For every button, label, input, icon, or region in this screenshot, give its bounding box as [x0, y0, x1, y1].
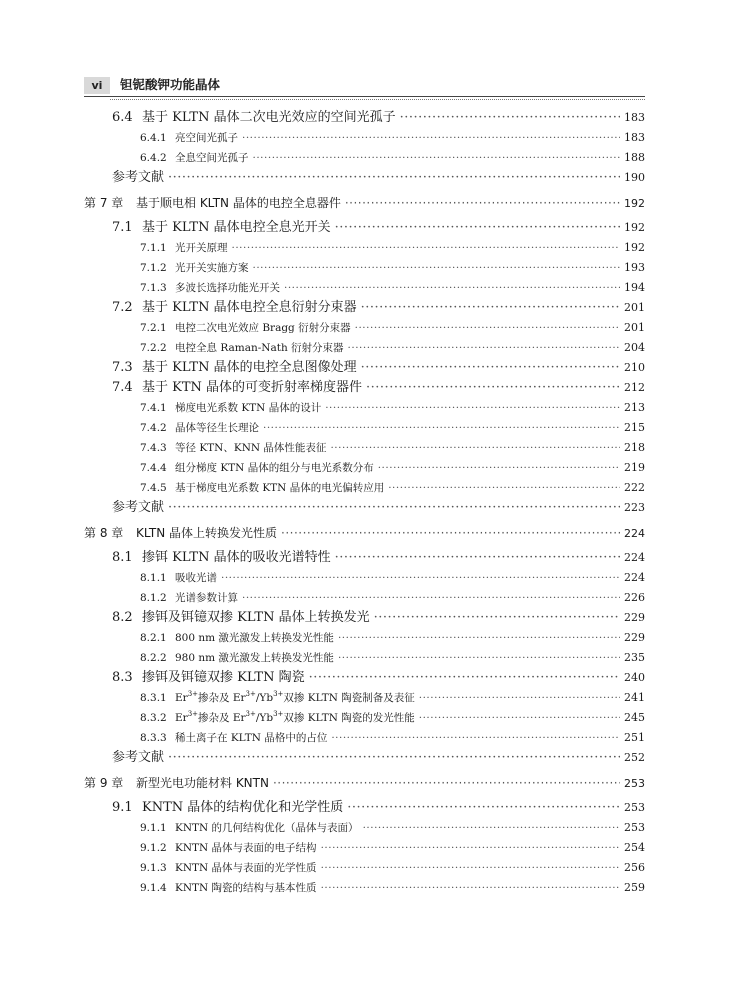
section-title: KNTN 晶体的结构优化和光学性质: [142, 800, 344, 815]
subsection-title: 梯度电光系数 KTN 晶体的设计: [175, 402, 322, 414]
chapter-number: 第 8 章: [84, 526, 124, 540]
subsection-number: 9.1.2: [140, 842, 167, 854]
references-title: 参考文献: [112, 750, 165, 765]
subsection-number: 8.3.1: [140, 692, 167, 704]
dot-leader: [355, 318, 620, 338]
superscript: 3+: [187, 690, 199, 698]
dot-leader: [419, 688, 620, 708]
toc-section-8-1[interactable]: [84, 548, 645, 568]
page-number: 254: [624, 841, 645, 854]
title-tail: 双掺 KLTN 陶瓷制备及表征: [283, 692, 415, 704]
page-number: 210: [624, 361, 645, 374]
page-number: 224: [624, 527, 645, 540]
page-number: 253: [624, 801, 645, 814]
page-number: 190: [624, 171, 645, 184]
chapter-number: 第 7 章: [84, 196, 124, 210]
page-number: 215: [624, 421, 645, 434]
dot-leader: [242, 588, 620, 608]
subsection-title: KNTN 陶瓷的结构与基本性质: [175, 882, 317, 894]
dot-leader: [253, 258, 621, 278]
subsection-number: 9.1.3: [140, 862, 167, 874]
subsection-number: 7.2.1: [140, 322, 167, 334]
subsection-number: 8.3.3: [140, 732, 167, 744]
toc-subsection-9-1-2[interactable]: [84, 838, 645, 858]
section-number: 7.4: [112, 380, 133, 395]
section-number: 8.2: [112, 610, 133, 625]
subsection-number: 9.1.4: [140, 882, 167, 894]
table-of-contents: [84, 108, 645, 898]
page-number: 253: [624, 777, 645, 790]
page-number: 192: [624, 197, 645, 210]
dot-leader: [168, 748, 620, 768]
section-number: 8.3: [112, 670, 133, 685]
toc-subsection-6-4-1[interactable]: [84, 128, 645, 148]
toc-subsection-8-3-3[interactable]: [84, 728, 645, 748]
subsection-title: KNTN 晶体与表面的光学性质: [175, 862, 317, 874]
toc-subsection-7-4-2[interactable]: [84, 418, 645, 438]
subsection-number: 7.4.3: [140, 442, 167, 454]
toc-subsection-8-3-2[interactable]: [84, 708, 645, 728]
title-tail: 双掺 KLTN 陶瓷的发光性能: [283, 712, 415, 724]
subsection-number: 7.4.5: [140, 482, 167, 494]
section-title: 基于 KLTN 晶体二次电光效应的空间光孤子: [142, 110, 396, 125]
subsection-number: 6.4.1: [140, 132, 167, 144]
toc-chapter-7[interactable]: [84, 188, 645, 218]
toc-section-7-1[interactable]: [84, 218, 645, 238]
dot-leader: [168, 498, 620, 518]
toc-section-7-3[interactable]: [84, 358, 645, 378]
toc-subsection-8-1-1[interactable]: [84, 568, 645, 588]
section-title: 掺铒 KLTN 晶体的吸收光谱特性: [142, 550, 331, 565]
dot-leader: [325, 398, 620, 418]
toc-section-8-2[interactable]: [84, 608, 645, 628]
dot-leader: [168, 168, 620, 188]
subsection-number: 6.4.2: [140, 152, 167, 164]
section-title: 基于 KLTN 晶体电控全息光开关: [142, 220, 331, 235]
page-number: 229: [624, 611, 645, 624]
references-title: 参考文献: [112, 500, 165, 515]
dot-leader: [378, 458, 620, 478]
subsection-number: 7.4.1: [140, 402, 167, 414]
subsection-title: 稀土离子在 KLTN 晶格中的占位: [175, 732, 328, 744]
section-number: 8.1: [112, 550, 133, 565]
page-number: 204: [624, 341, 645, 354]
running-header: [84, 76, 645, 96]
dot-leader: [366, 378, 620, 398]
section-number: 6.4: [112, 110, 133, 125]
subsection-title: KNTN 晶体与表面的电子结构: [175, 842, 317, 854]
dot-leader: [242, 128, 620, 148]
toc-subsection-8-1-2[interactable]: [84, 588, 645, 608]
dot-leader: [273, 768, 620, 798]
toc-subsection-9-1-3[interactable]: [84, 858, 645, 878]
page-number: 253: [624, 821, 645, 834]
toc-subsection-7-1-3[interactable]: [84, 278, 645, 298]
subsection-title: KNTN 的几何结构优化（晶体与表面）: [175, 822, 359, 834]
toc-chapter-8[interactable]: [84, 518, 645, 548]
page-number: 218: [624, 441, 645, 454]
subsection-title: [175, 688, 415, 708]
page-number: 213: [624, 401, 645, 414]
section-title: 基于 KTN 晶体的可变折射率梯度器件: [142, 380, 363, 395]
toc-section-7-2[interactable]: [84, 298, 645, 318]
dot-leader: [419, 708, 620, 728]
title-er: Er: [175, 692, 188, 704]
dot-leader: [348, 338, 620, 358]
toc-subsection-8-3-1[interactable]: [84, 688, 645, 708]
title-mid: 掺杂及 Er: [198, 692, 246, 704]
dot-leader: [321, 858, 620, 878]
page-number: 229: [624, 631, 645, 644]
subsection-number: 7.4.2: [140, 422, 167, 434]
subsection-title: 组分梯度 KTN 晶体的组分与电光系数分布: [175, 462, 374, 474]
dot-leader: [330, 438, 620, 458]
dot-leader: [400, 108, 620, 128]
subsection-title: [175, 708, 415, 728]
page-number: 223: [624, 501, 645, 514]
page-number: 192: [624, 241, 645, 254]
header-rule: [84, 96, 645, 97]
page-number: 188: [624, 151, 645, 164]
dot-leader: [347, 798, 620, 818]
toc-subsection-9-1-4[interactable]: [84, 878, 645, 898]
dot-leader: [363, 818, 620, 838]
toc-subsection-6-4-2[interactable]: [84, 148, 645, 168]
section-title: 掺铒及铒镱双掺 KLTN 陶瓷: [142, 670, 305, 685]
subsection-number: 8.2.1: [140, 632, 167, 644]
subsection-number: 8.1.1: [140, 572, 167, 584]
dot-leader: [388, 478, 620, 498]
dot-leader: [263, 418, 620, 438]
toc-section-8-3[interactable]: [84, 668, 645, 688]
page-number: 252: [624, 751, 645, 764]
chapter-number: 第 9 章: [84, 776, 124, 790]
subsection-title: 多波长选择功能光开关: [175, 282, 280, 294]
dot-leader: [361, 358, 620, 378]
section-number: 9.1: [112, 800, 133, 815]
dot-leader: [335, 548, 620, 568]
title-slash: /Yb: [255, 712, 274, 724]
page-number: 241: [624, 691, 645, 704]
chapter-title: 新型光电功能材料 KNTN: [136, 776, 269, 790]
header-dotted-rule: [110, 99, 645, 100]
section-number: 7.3: [112, 360, 133, 375]
page-number: 201: [624, 301, 645, 314]
toc-chapter-9[interactable]: [84, 768, 645, 798]
subsection-title: 基于梯度电光系数 KTN 晶体的电光偏转应用: [175, 482, 385, 494]
subsection-number: 7.1.2: [140, 262, 167, 274]
toc-references-ch7[interactable]: [84, 498, 645, 518]
superscript: 3+: [273, 710, 284, 718]
subsection-title: 光谱参数计算: [175, 592, 238, 604]
chapter-title: KLTN 晶体上转换发光性质: [136, 526, 278, 540]
subsection-number: 7.2.2: [140, 342, 167, 354]
dot-leader: [321, 878, 620, 898]
section-title: 掺铒及铒镱双掺 KLTN 晶体上转换发光: [142, 610, 370, 625]
page-number: 256: [624, 861, 645, 874]
subsection-title: 吸收光谱: [175, 572, 217, 584]
dot-leader: [338, 628, 620, 648]
page-number: 194: [624, 281, 645, 294]
page-number: 201: [624, 321, 645, 334]
dot-leader: [221, 568, 620, 588]
dot-leader: [335, 218, 620, 238]
toc-subsection-8-2-2[interactable]: [84, 648, 645, 668]
page-number: 224: [624, 571, 645, 584]
dot-leader: [284, 278, 620, 298]
page-number: 245: [624, 711, 645, 724]
toc-section-6-4[interactable]: [84, 108, 645, 128]
toc-subsection-7-1-2[interactable]: [84, 258, 645, 278]
toc-subsection-7-4-3[interactable]: [84, 438, 645, 458]
dot-leader: [232, 238, 621, 258]
page-number: 219: [624, 461, 645, 474]
subsection-title: 光开关原理: [175, 242, 228, 254]
page-number: 224: [624, 551, 645, 564]
dot-leader: [374, 608, 620, 628]
title-slash: /Yb: [255, 692, 274, 704]
subsection-number: 8.1.2: [140, 592, 167, 604]
subsection-title: 晶体等径生长理论: [175, 422, 259, 434]
toc-subsection-7-2-2[interactable]: [84, 338, 645, 358]
book-title: 钽铌酸钾功能晶体: [120, 77, 221, 92]
toc-subsection-7-1-1[interactable]: [84, 238, 645, 258]
subsection-title: 800 nm 激光激发上转换发光性能: [175, 632, 334, 644]
page-number: 222: [624, 481, 645, 494]
subsection-title: 亮空间光孤子: [175, 132, 238, 144]
superscript: 3+: [273, 690, 284, 698]
title-mid: 掺杂及 Er: [198, 712, 246, 724]
toc-subsection-7-2-1[interactable]: [84, 318, 645, 338]
dot-leader: [338, 648, 620, 668]
title-er: Er: [175, 712, 188, 724]
toc-subsection-7-4-5[interactable]: [84, 478, 645, 498]
dot-leader: [309, 668, 620, 688]
toc-section-9-1[interactable]: [84, 798, 645, 818]
page-number: 212: [624, 381, 645, 394]
page-number: 240: [624, 671, 645, 684]
subsection-number: 8.3.2: [140, 712, 167, 724]
subsection-title: 全息空间光孤子: [175, 152, 249, 164]
toc-section-7-4[interactable]: [84, 378, 645, 398]
subsection-number: 7.4.4: [140, 462, 167, 474]
dot-leader: [321, 838, 620, 858]
subsection-number: 9.1.1: [140, 822, 167, 834]
section-number: 7.2: [112, 300, 133, 315]
subsection-title: 980 nm 激光激发上转换发光性能: [175, 652, 334, 664]
dot-leader: [281, 518, 620, 548]
page-number: 235: [624, 651, 645, 664]
toc-subsection-8-2-1[interactable]: [84, 628, 645, 648]
subsection-title: 电控二次电光效应 Bragg 衍射分束器: [175, 322, 351, 334]
subsection-number: 8.2.2: [140, 652, 167, 664]
page-number-tag: vi: [84, 77, 110, 94]
dot-leader: [253, 148, 621, 168]
page-number: 183: [624, 111, 645, 124]
subsection-number: 7.1.1: [140, 242, 167, 254]
toc-references-ch8[interactable]: [84, 748, 645, 768]
superscript: 3+: [245, 690, 256, 698]
subsection-title: 光开关实施方案: [175, 262, 249, 274]
superscript: 3+: [245, 710, 256, 718]
subsection-number: 7.1.3: [140, 282, 167, 294]
references-title: 参考文献: [112, 170, 165, 185]
toc-subsection-9-1-1[interactable]: [84, 818, 645, 838]
section-number: 7.1: [112, 220, 133, 235]
page-number: 183: [624, 131, 645, 144]
page-number: 193: [624, 261, 645, 274]
chapter-title: 基于顺电相 KLTN 晶体的电控全息器件: [136, 196, 341, 210]
subsection-title: 电控全息 Raman-Nath 衍射分束器: [175, 342, 344, 354]
dot-leader: [345, 188, 620, 218]
superscript: 3+: [187, 710, 199, 718]
page-number: 259: [624, 881, 645, 894]
subsection-title: 等径 KTN、KNN 晶体性能表征: [175, 442, 327, 454]
page-number: 192: [624, 221, 645, 234]
toc-subsection-7-4-4[interactable]: [84, 458, 645, 478]
section-title: 基于 KLTN 晶体电控全息衍射分束器: [142, 300, 357, 315]
toc-references-ch6[interactable]: [84, 168, 645, 188]
dot-leader: [361, 298, 620, 318]
section-title: 基于 KLTN 晶体的电控全息图像处理: [142, 360, 357, 375]
dot-leader: [331, 728, 620, 748]
page-number: 251: [624, 731, 645, 744]
toc-subsection-7-4-1[interactable]: [84, 398, 645, 418]
page-number: 226: [624, 591, 645, 604]
